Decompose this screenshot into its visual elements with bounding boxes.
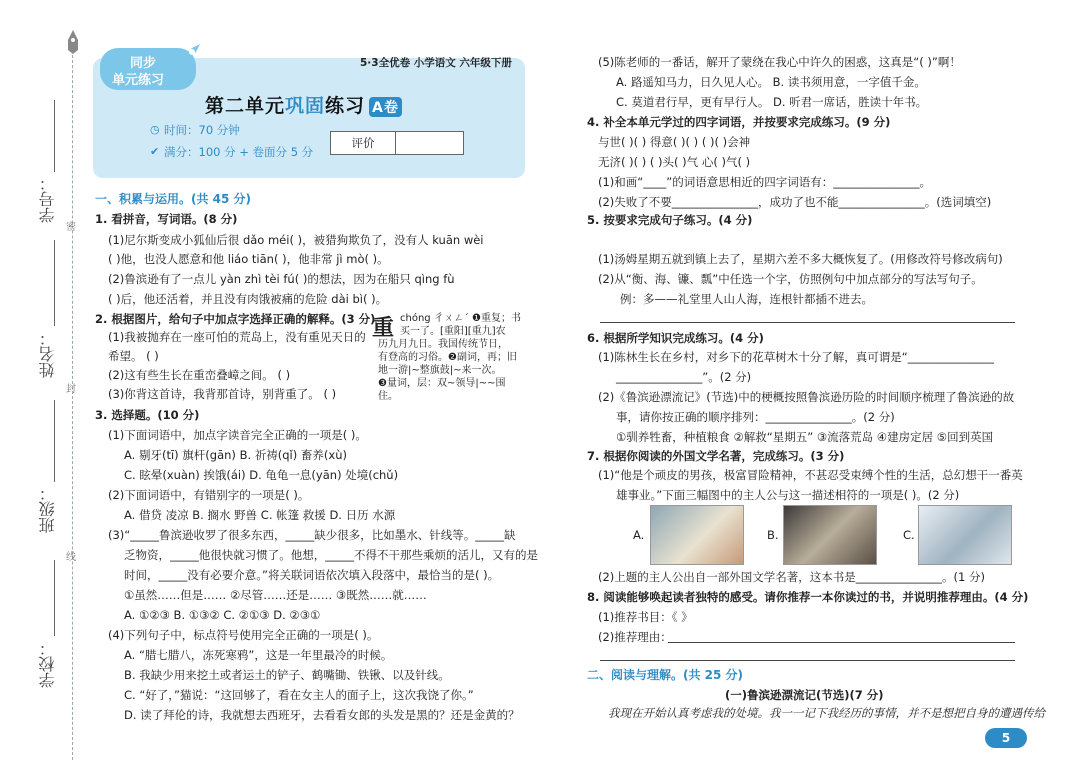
q3-heading: 3. 选择题。(10 分) [95, 408, 200, 422]
q3-sub3-d: ①虽然……但是…… ②尽管……还是…… ③既然……就…… [124, 588, 427, 602]
school-line [54, 560, 55, 636]
q5-heading: 5. 按要求完成句子练习。(4 分) [587, 213, 753, 227]
class-line [54, 400, 55, 482]
q6-sub2-a: (2)《鲁滨逊漂流记》(节选)中的梗概按照鲁滨逊历险的时间顺序梳理了鲁滨逊的故 [598, 390, 1015, 404]
student-id-line [54, 100, 55, 172]
q8-heading: 8. 阅读能够唤起读者独特的感受。请你推荐一本你读过的书，并说明推荐理由。(4 分) [587, 590, 1029, 604]
series-label: 5·3全优卷 小学语文 六年级下册 [360, 57, 512, 69]
q3-sub3-a: (3)“_____鲁滨逊收罗了很多东西，_____缺少很多，比如墨水、针线等。_____缺 [108, 528, 516, 542]
q4-heading: 4. 补全本单元学过的四字词语，并按要求完成练习。(9 分) [587, 115, 891, 129]
q3-sub1-a: A. 剔牙(tī) 旗杆(gān) B. 祈祷(qǐ) 畜养(xù) [124, 448, 347, 462]
q8-sub1: (1)推荐书目：《 》 [598, 610, 693, 624]
q3-sub1: (1)下面词语中，加点字读音完全正确的一项是( )。 [108, 428, 367, 442]
score-info: 满分：100 分 + 卷面分 5 分 [164, 145, 314, 159]
q6-sub1-b: _______________”。(2 分) [616, 370, 752, 384]
dict-line3: 历九月九日。我国传统节日， [378, 339, 508, 350]
q1-heading: 1. 看拼音，写词语。(8 分) [95, 212, 238, 226]
q1-line2: ( )他，也没人愿意和他 liáo tiān( )，他非常 jì mò( )。 [108, 252, 389, 266]
q3-sub2-a: A. 借贷 凌凉 B. 搁水 野兽 C. 帐篷 救援 D. 日历 水源 [124, 508, 396, 522]
q6-sub1-a: (1)陈林生长在乡村，对乡下的花草树木十分了解，真可谓是“_______________ [598, 350, 994, 364]
q4-row1: 与世( )( ) 得意( )( ) ( )( )会神 [598, 135, 751, 149]
q3-sub4: (4)下列句子中，标点符号使用完全正确的一项是( )。 [108, 628, 379, 642]
q7-option-b-label: B. [767, 528, 779, 542]
q2-line1: (1)我被抛弃在一座可怕的荒岛上，没有重见天日的 [108, 330, 366, 344]
mark-mi: 密 [66, 222, 76, 233]
binding-line [72, 40, 73, 760]
dict-line5: 地一游|~整旗鼓|~来一次。 [378, 365, 502, 376]
q8-answer-line1 [668, 642, 1015, 643]
q5-sub2: (2)从“衡、海、镰、瓢”中任选一个字，仿照例句中加点部分的写法写句子。 [598, 272, 983, 286]
rocket-decoration-icon [170, 40, 204, 74]
q3-sub3-c: 时间，_____没有必要介意。”将关联词语依次填入段落中，最恰当的是( )。 [124, 568, 500, 582]
page-title: 第二单元巩固练习 A卷 [205, 91, 402, 118]
dict-line6: ❸量词，层：双~领导|~~围 [378, 378, 506, 389]
q5-answer-line [600, 322, 1015, 323]
q7-option-c-image [918, 505, 1012, 565]
q4-sub1: (1)和画“____”的词语意思相近的四字词语有：_______________。 [598, 175, 931, 189]
q3-sub4-d: D. 读了拜伦的诗，我就想去西班牙，去看看女郎的头发是黑的？还是金黄的？ [124, 708, 520, 722]
q3-sub4-b: B. 我缺少用来挖土或者运土的铲子、鹤嘴锄、铁锹、以及针线。 [124, 668, 450, 682]
evaluation-label: 评价 [331, 132, 396, 154]
dict-line4: 有登高的习俗。❷副词，再；旧 [378, 352, 517, 363]
q3-sub3-e: A. ①②③ B. ①③② C. ②①③ D. ②③① [124, 608, 321, 622]
q7-option-a-label: A. [633, 528, 645, 542]
q3-sub5-cd: C. 莫道君行早，更有早行人。 D. 听君一席话，胜读十年书。 [616, 95, 928, 109]
q7-option-a-image [650, 505, 744, 565]
class-label: 班级： [38, 485, 57, 533]
q7-sub1-b: 雄事业。”下面三幅图中的主人公与这一描述相符的一项是( )。(2 分) [616, 488, 960, 502]
q6-heading: 6. 根据所学知识完成练习。(4 分) [587, 331, 764, 345]
q3-sub4-c: C. “好了，”猫说：“这回够了，看在女主人的面子上，这次我饶了你。” [124, 688, 474, 702]
q3-sub4-a: A. “腊七腊八，冻死寒鸦”，这是一年里最冷的时候。 [124, 648, 393, 662]
dict-line7: 住。 [378, 391, 398, 402]
time-info: 时间：70 分钟 [164, 123, 240, 137]
q6-options: ①驯养牲畜，种植粮食 ②解救“星期五” ③流落荒岛 ④建房定居 ⑤回到英国 [616, 430, 994, 444]
dict-line2: 买一了。[重阳][重九]农 [400, 326, 506, 337]
mark-xian: 线 [66, 552, 76, 563]
q2-line4: (3)你背这首诗，我背那首诗，别背重了。 ( ) [108, 387, 337, 401]
q1-line3: (2)鲁滨逊有了一点儿 yàn zhì tèi fú( )的想法，因为在船只 qìng fù [108, 272, 455, 286]
dict-line1: chóng 彳ㄨㄥˊ ❶重复；书 [400, 313, 521, 324]
section1-title: 一、积累与运用。(共 45 分) [95, 192, 252, 206]
q5-example: 例：多——礼堂里人山人海，连根针都插不进去。 [620, 292, 873, 306]
q3-sub1-b: C. 眩晕(xuàn) 挨饿(ái) D. 龟龟一息(yān) 处境(chǔ) [124, 468, 399, 482]
reading-subtitle: (一)鲁滨逊漂流记(节选)(7 分) [725, 688, 884, 702]
q3-sub2: (2)下面词语中，有错别字的一项是( )。 [108, 488, 310, 502]
q2-line3: (2)这有些生长在重峦叠嶂之间。 ( ) [108, 368, 291, 382]
q1-line1: (1)尼尔斯变成小狐仙后很 dǎo méi( )，被猎狗欺负了，没有人 kuān wèi [108, 233, 484, 247]
q8-answer-line2 [600, 660, 1015, 661]
section2-title: 二、阅读与理解。(共 25 分) [587, 668, 744, 682]
q3-sub5-ab: A. 路遥知马力，日久见人心。 B. 读书须用意，一字值千金。 [616, 75, 926, 89]
q7-option-b-image [783, 505, 877, 565]
evaluation-box [330, 131, 464, 155]
q3-sub5: (5)陈老师的一番话，解开了蒙绕在我心中许久的困惑，这真是“( )”啊！ [598, 55, 961, 69]
q1-line4: ( )后，他还活着，并且没有肉饿被痛的危险 dài bì( )。 [108, 292, 388, 306]
name-line [54, 240, 55, 326]
q7-sub2: (2)上题的主人公出自一部外国文学名著，这本书是_______________。(1 分) [598, 570, 985, 584]
school-label: 学校： [38, 640, 57, 688]
q8-sub2: (2)推荐理由： [598, 630, 672, 644]
clock-icon: ◷ [150, 123, 160, 136]
mark-feng: 封 [66, 384, 76, 395]
reading-paragraph: 我现在开始认真考虑我的处境。我一一记下我经历的事情，并不是想把自身的遭遇传给 [608, 706, 1045, 720]
q7-option-c-label: C. [903, 528, 915, 542]
student-id-label: 学号： [38, 175, 57, 223]
rocket-icon [66, 30, 80, 56]
name-label: 姓名： [38, 330, 57, 378]
unit-practice-tab: 同步 单元练习 [100, 48, 196, 90]
q2-line2: 希望。 ( ) [108, 349, 159, 363]
q6-sub2-b: 事，请你按正确的顺序排列：_______________。(2 分) [616, 410, 895, 424]
q7-heading: 7. 根据你阅读的外国文学名著，完成练习。(3 分) [587, 449, 845, 463]
check-icon: ✔ [150, 145, 160, 158]
page-number: 5 [985, 728, 1027, 748]
q4-sub2: (2)失败了不要_______________，成功了也不能_______________。(选词填空) [598, 195, 992, 209]
q2-heading: 2. 根据图片，给句子中加点字选择正确的解释。(3 分) [95, 312, 376, 326]
dictionary-char: 重 [372, 316, 395, 341]
q5-sub1: (1)汤姆星期五就到镇上去了，星期六差不多大概恢复了。(用修改符号修改病句) [598, 252, 1003, 266]
q4-row2: 无济( )( ) ( )头( )气 心( )气( ) [598, 155, 751, 169]
q7-sub1-a: (1)“他是个顽皮的男孩，极富冒险精神，不甚忍受束缚个性的生活，总幻想干一番英 [598, 468, 1023, 482]
q3-sub3-b: 乏物资，_____他很快就习惯了。他想，_____不得不干那些乘烦的活儿，又有的是 [124, 548, 538, 562]
